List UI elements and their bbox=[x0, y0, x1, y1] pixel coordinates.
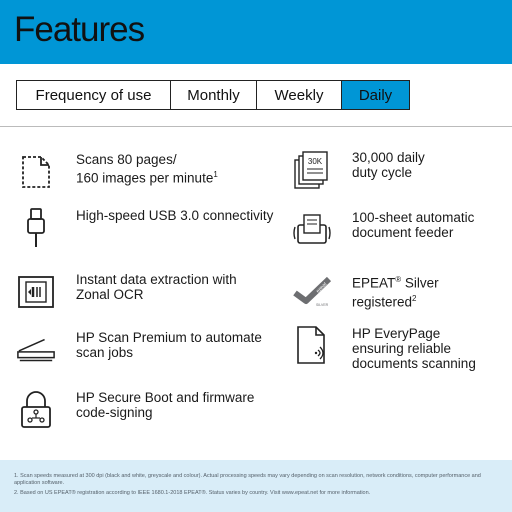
footnote-ref: 1 bbox=[213, 170, 218, 179]
feature-line: Instant data extraction with bbox=[76, 272, 237, 287]
frequency-of-use-table bbox=[16, 80, 410, 110]
feature-line: ensuring reliable bbox=[352, 341, 452, 356]
flatbed-scanner-icon bbox=[16, 330, 56, 370]
frequency-option-monthly: Monthly bbox=[171, 81, 257, 109]
feature-line: Scans 80 pages/ bbox=[76, 152, 177, 167]
paper-stack-icon bbox=[292, 150, 332, 190]
footer-notes bbox=[0, 460, 512, 512]
feature-everypage bbox=[292, 326, 476, 371]
document-feeder-icon bbox=[292, 210, 332, 250]
footnote-ref: 2 bbox=[412, 293, 417, 303]
duty-cycle-icon-text: 30K bbox=[307, 157, 323, 166]
feature-line: HP Secure Boot and firmware bbox=[76, 390, 255, 405]
epeat-logo-icon bbox=[292, 272, 332, 312]
feature-line: HP Scan Premium to automate bbox=[76, 330, 262, 345]
feature-line: Silver bbox=[401, 275, 439, 291]
feature-line: documents scanning bbox=[352, 356, 476, 371]
feature-epeat bbox=[292, 272, 439, 312]
frequency-option-daily: Daily bbox=[342, 81, 409, 109]
page-title: Features bbox=[14, 10, 145, 49]
feature-line: registered bbox=[352, 294, 413, 309]
feature-line: HP EveryPage bbox=[352, 326, 441, 341]
feature-document-feeder bbox=[292, 210, 474, 250]
feature-line: High-speed USB 3.0 connectivity bbox=[76, 208, 274, 223]
frequency-label: Frequency of use bbox=[17, 81, 171, 109]
feature-line: 160 images per minute bbox=[76, 170, 214, 186]
document-pages-icon bbox=[16, 152, 56, 192]
feature-line: document feeder bbox=[352, 225, 454, 240]
feature-line: Zonal OCR bbox=[76, 287, 144, 302]
feature-secure-boot bbox=[16, 390, 254, 430]
epeat-silver-text: SILVER bbox=[316, 303, 329, 307]
feature-scan-premium bbox=[16, 330, 262, 370]
feature-line: 100-sheet automatic bbox=[352, 210, 475, 225]
feature-line: code-signing bbox=[76, 405, 153, 420]
header-banner bbox=[0, 0, 512, 64]
feature-line: duty cycle bbox=[352, 165, 413, 180]
feature-usb bbox=[16, 208, 273, 248]
registered-mark: ® bbox=[395, 275, 402, 284]
secure-lock-icon bbox=[16, 390, 56, 430]
section-divider bbox=[0, 126, 512, 127]
feature-ocr bbox=[16, 272, 237, 312]
feature-duty-cycle bbox=[292, 150, 425, 190]
feature-line: EPEAT bbox=[352, 275, 396, 291]
frequency-option-weekly: Weekly bbox=[257, 81, 342, 109]
feature-line: 30,000 daily bbox=[352, 150, 425, 165]
usb-cable-icon bbox=[16, 208, 56, 248]
feature-line: scan jobs bbox=[76, 345, 134, 360]
epeat-logo-text: epeat bbox=[315, 281, 329, 295]
footnote-2: 2. Based on US EPEAT® registration according to IEEE 1680.1-2018 EPEAT®. Status varies by country. Visit www.epeat.net for more information. bbox=[14, 490, 371, 496]
everypage-document-icon bbox=[292, 326, 332, 366]
feature-scan-speed bbox=[16, 152, 218, 192]
footnote-1: 1. Scan speeds measured at 300 dpi (black and white, greyscale and colour). Actual processing speeds may vary depending on scan resolution, network conditions, computer performance and application software. bbox=[14, 473, 481, 486]
ocr-scan-icon bbox=[16, 272, 56, 312]
